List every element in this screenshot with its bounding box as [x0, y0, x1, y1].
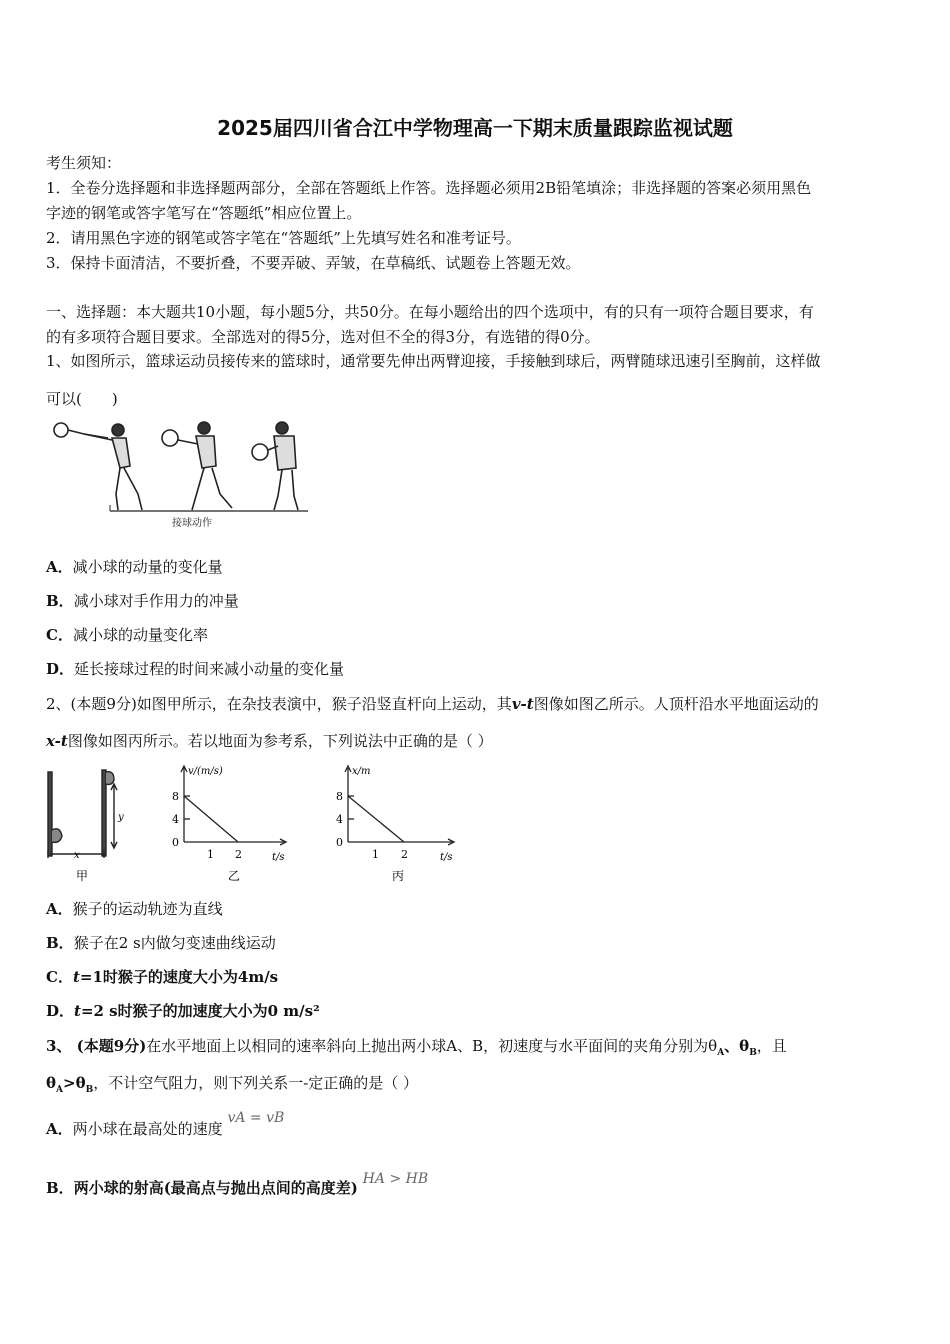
xt-line	[348, 796, 404, 842]
svg-text:1: 1	[372, 848, 379, 861]
q2-option-a[interactable]: A．猴子的运动轨迹为直线	[46, 900, 223, 918]
svg-text:x: x	[74, 850, 80, 861]
q1-option-d[interactable]: D．延长接球过程的时间来减小动量的变化量	[46, 660, 345, 678]
q1-option-b[interactable]: B．减小球对手作用力的冲量	[46, 592, 239, 610]
q1-figure-caption: 接球动作	[172, 518, 212, 529]
svg-text:2: 2	[401, 848, 408, 861]
q1-figure-catching-ball	[46, 416, 310, 532]
ball-icon	[54, 423, 68, 437]
svg-text:0: 0	[336, 836, 343, 849]
q3-option-a-formula: vA = vB	[227, 1110, 285, 1126]
page-title: 2025届四川省合江中学物理高一下期末质量跟踪监视试题	[217, 116, 733, 140]
svg-text:v/(m/s): v/(m/s)	[188, 766, 223, 777]
q1-option-c[interactable]: C．减小球的动量变化率	[46, 626, 208, 644]
q3-option-b-formula: HA > HB	[362, 1171, 429, 1187]
q2-figure-yi-caption: 乙	[228, 869, 241, 883]
svg-text:t/s: t/s	[272, 852, 285, 863]
q2-option-c[interactable]: C．t=1时猴子的速度大小为4m/s	[46, 968, 279, 986]
q2-stem: 2、(本题9分)如图甲所示，在杂技表演中，猴子沿竖直杆向上运动，其v-t图像如图乙所示。人顶杆沿水平地面运动的	[46, 695, 819, 713]
q1-stem-cont: 可以( )	[46, 390, 118, 408]
notice-item-1-cont: 字迹的钢笔或答字笔写在“答题纸”相应位置上。	[46, 204, 362, 222]
notice-item-1: 1．全卷分选择题和非选择题两部分，全部在答题纸上作答。选择题必须用2B铅笔填涂；非选择题的答案必须用黑色	[46, 179, 812, 197]
svg-text:8: 8	[172, 790, 179, 803]
q3-stem: 3、 (本题9分)在水平地面上以相同的速率斜向上抛出两小球A、B，初速度与水平面间的夹角分别为$\theta_A$、$\theta_B$，且	[46, 1037, 787, 1058]
q2-figure-bing-caption: 丙	[392, 869, 405, 883]
q2-stem-cont: x-t图像如图丙所示。若以地面为参考系，下列说法中正确的是（ ）	[46, 732, 493, 750]
svg-text:1: 1	[207, 848, 214, 861]
section-1-intro: 一、选择题：本大题共10小题，每小题5分，共50分。在每小题给出的四个选项中，有的只有一项符合题目要求，有	[46, 303, 814, 321]
svg-text:4: 4	[336, 813, 343, 826]
q3-option-b[interactable]: B．两小球的射高(最高点与抛出点间的高度差) HA > HB	[46, 1171, 429, 1197]
q1-stem: 1、如图所示，篮球运动员接传来的篮球时，通常要先伸出两臂迎接，手接触到球后，两臂随球迅速引至胸前，这样做	[46, 352, 821, 370]
vt-line	[184, 796, 238, 842]
svg-text:8: 8	[336, 790, 343, 803]
q2-option-d[interactable]: D．t=2 s时猴子的加速度大小为0 m/s²	[46, 1002, 320, 1020]
notice-item-2: 2．请用黑色字迹的钢笔或答字笔在“答题纸”上先填写姓名和准考证号。	[46, 229, 521, 247]
q2-option-b[interactable]: B．猴子在2 s内做匀变速曲线运动	[46, 934, 276, 952]
q2-figure-jia	[44, 766, 130, 888]
ball-icon	[162, 430, 178, 446]
q3-option-a[interactable]: A．两小球在最高处的速度 vA = vB	[46, 1110, 285, 1138]
svg-text:x/m: x/m	[352, 766, 371, 777]
notice-heading: 考生须知：	[46, 154, 122, 172]
svg-text:t/s: t/s	[440, 852, 453, 863]
svg-text:y: y	[118, 812, 124, 823]
ball-icon	[252, 444, 268, 460]
svg-text:2: 2	[235, 848, 242, 861]
q1-option-a[interactable]: A．减小球的动量的变化量	[46, 558, 223, 576]
q2-figure-yi-vt-graph	[164, 760, 294, 888]
q2-figure-jia-caption: 甲	[76, 869, 89, 883]
section-1-intro-cont: 的有多项符合题目要求。全部选对的得5分，选对但不全的得3分，有选错的得0分。	[46, 328, 600, 346]
svg-text:0: 0	[172, 836, 179, 849]
q3-stem-cont: $\theta_A>\theta_B$，不计空气阻力，则下列关系一-定正确的是（ ）	[46, 1074, 419, 1095]
q2-figure-bing-xt-graph	[332, 760, 462, 888]
notice-item-3: 3．保持卡面清洁，不要折叠，不要弄破、弄皱，在草稿纸、试题卷上答题无效。	[46, 254, 581, 272]
svg-text:4: 4	[172, 813, 179, 826]
